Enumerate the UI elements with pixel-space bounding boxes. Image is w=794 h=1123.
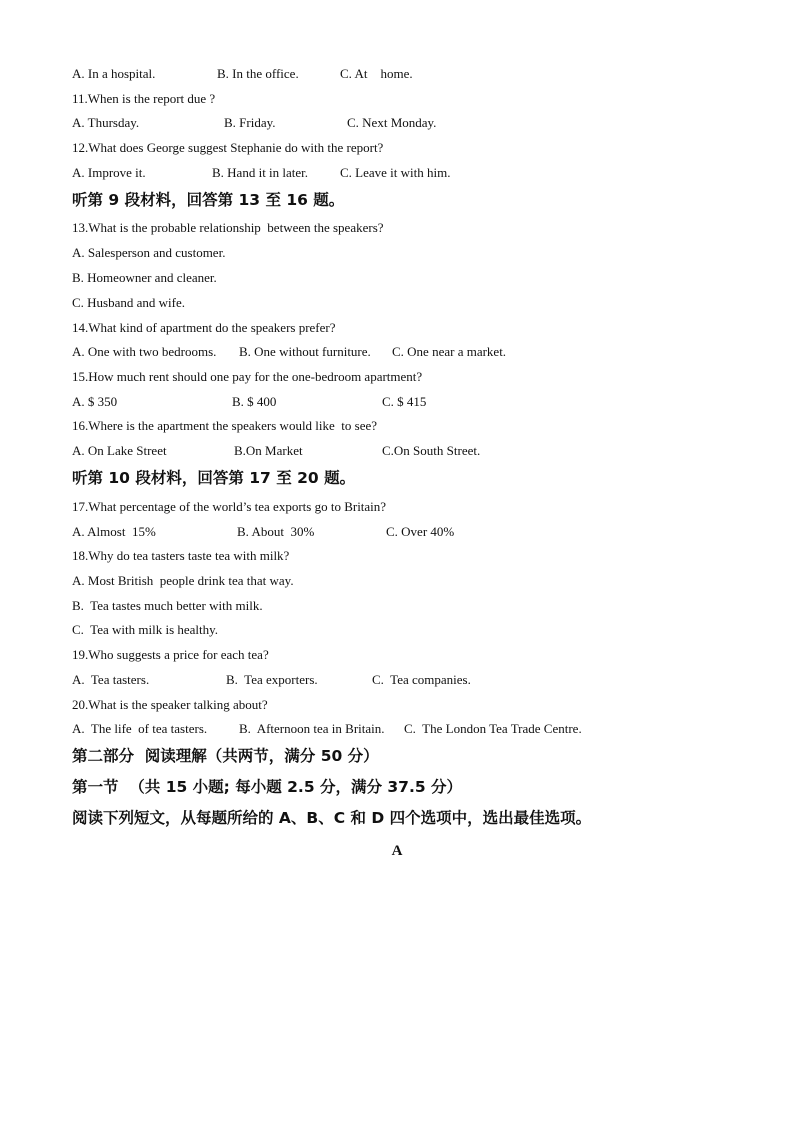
q20-option-c: C. The London Tea Trade Centre. bbox=[404, 721, 582, 736]
q12-stem: 12.What does George suggest Stephanie do with the report? bbox=[72, 140, 384, 155]
q11-option-c: C. Next Monday. bbox=[347, 115, 437, 130]
q18-option-b: B. Tea tastes much better with milk. bbox=[72, 598, 263, 613]
q13-option-c: C. Husband and wife. bbox=[72, 295, 186, 310]
q18-option-c: C. Tea with milk is healthy. bbox=[72, 622, 219, 637]
q18-option-a: A. Most British people drink tea that way. bbox=[72, 573, 294, 588]
passage-label: A bbox=[391, 843, 403, 859]
q10-option-a: A. In a hospital. bbox=[72, 66, 156, 81]
q19-option-b: B. Tea exporters. bbox=[226, 672, 318, 687]
q17-option-b: B. About 30% bbox=[237, 524, 315, 539]
q15-option-a: A. $ 350 bbox=[72, 394, 118, 409]
q13-option-b: B. Homeowner and cleaner. bbox=[72, 270, 217, 285]
part-2-heading: 第二部分 阅读理解（共两节，满分 50 分） bbox=[72, 747, 379, 765]
q16-option-a: A. On Lake Street bbox=[72, 443, 167, 458]
q17-stem: 17.What percentage of the world’s tea exports go to Britain? bbox=[72, 499, 387, 514]
q19-stem: 19.Who suggests a price for each tea? bbox=[72, 647, 269, 662]
q11-option-b: B. Friday. bbox=[224, 115, 276, 130]
q20-option-b: B. Afternoon tea in Britain. bbox=[239, 721, 385, 736]
q13-stem: 13.What is the probable relationship between the speakers? bbox=[72, 220, 384, 235]
part-2-section-1-heading: 第一节 （共 15 小题; 每小题 2.5 分，满分 37.5 分） bbox=[72, 778, 463, 796]
q17-option-c: C. Over 40% bbox=[386, 524, 455, 539]
q12-option-c: C. Leave it with him. bbox=[340, 165, 451, 180]
q18-stem: 18.Why do tea tasters taste tea with milk? bbox=[72, 548, 290, 563]
section-10-heading: 听第 10 段材料，回答第 17 至 20 题。 bbox=[72, 469, 356, 487]
q13-option-a: A. Salesperson and customer. bbox=[72, 245, 226, 260]
section-9-heading: 听第 9 段材料，回答第 13 至 16 题。 bbox=[72, 191, 345, 209]
q20-option-a: A. The life of tea tasters. bbox=[72, 721, 208, 736]
q16-option-c: C.On South Street. bbox=[382, 443, 481, 458]
q14-stem: 14.What kind of apartment do the speakers prefer? bbox=[72, 320, 336, 335]
q12-option-b: B. Hand it in later. bbox=[212, 165, 309, 180]
q14-option-a: A. One with two bedrooms. bbox=[72, 344, 217, 359]
q17-option-a: A. Almost 15% bbox=[72, 524, 156, 539]
q10-option-b: B. In the office. bbox=[217, 66, 299, 81]
q12-option-a: A. Improve it. bbox=[72, 165, 146, 180]
reading-instruction: 阅读下列短文，从每题所给的 A、B、C 和 D 四个选项中，选出最佳选项。 bbox=[72, 809, 592, 827]
q11-stem: 11.When is the report due ? bbox=[72, 91, 216, 106]
q15-option-b: B. $ 400 bbox=[232, 394, 277, 409]
q15-option-c: C. $ 415 bbox=[382, 394, 427, 409]
q11-option-a: A. Thursday. bbox=[72, 115, 140, 130]
q10-option-c: C. At home. bbox=[340, 66, 413, 81]
q16-stem: 16.Where is the apartment the speakers would like to see? bbox=[72, 418, 378, 433]
q20-stem: 20.What is the speaker talking about? bbox=[72, 697, 268, 712]
q19-option-a: A. Tea tasters. bbox=[72, 672, 150, 687]
q16-option-b: B.On Market bbox=[234, 443, 303, 458]
q15-stem: 15.How much rent should one pay for the one-bedroom apartment? bbox=[72, 369, 423, 384]
q14-option-b: B. One without furniture. bbox=[239, 344, 371, 359]
q14-option-c: C. One near a market. bbox=[392, 344, 507, 359]
q19-option-c: C. Tea companies. bbox=[372, 672, 471, 687]
